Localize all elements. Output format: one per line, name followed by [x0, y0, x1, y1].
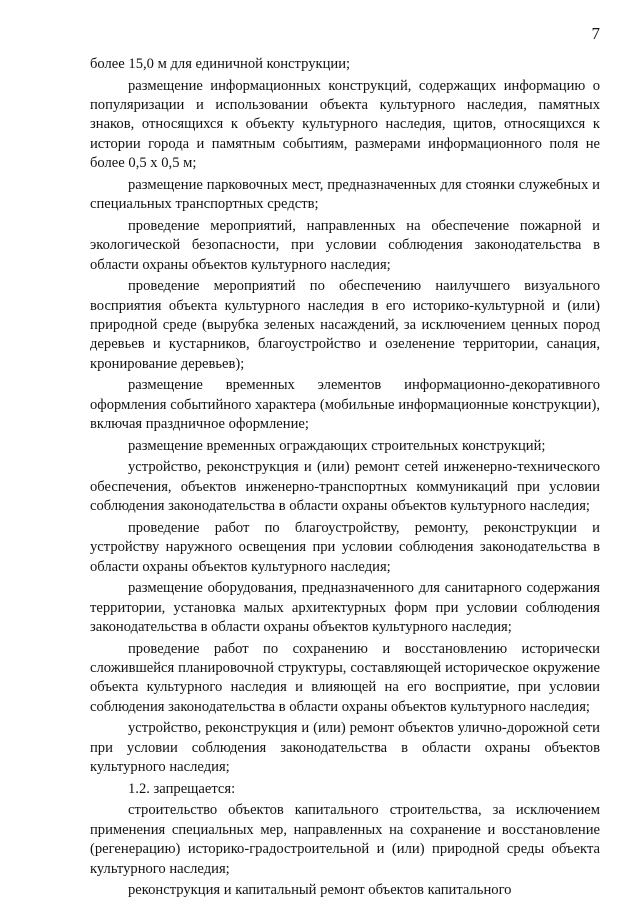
paragraph: размещение временных элементов информационно-декоративного оформления событийного характера (мобильные информационные конструкции), включая праздничное оформление;: [90, 377, 600, 433]
paragraph: размещение временных ограждающих строительных конструкций;: [128, 437, 546, 454]
paragraph: реконструкция и капитальный ремонт объектов капитального: [128, 882, 512, 899]
paragraph: проведение работ по благоустройству, ремонту, реконструкции и устройству наружного освещения при условии соблюдения законодательства в области охраны объектов культурного наследия;: [90, 519, 600, 575]
paragraph: проведение работ по сохранению и восстановлению исторически сложившейся планировочной структуры, составляющей историческое окружение объекта культурного наследия и влияющей на его восприятие, при условии соблюдения законодательства в области охраны объектов культурного наследия;: [90, 640, 600, 715]
paragraph: устройство, реконструкция и (или) ремонт сетей инженерно-технического обеспечения, объектов инженерно-транспортных коммуникаций при условии соблюдения законодательства в области охраны объектов культурного наследия;: [90, 459, 600, 515]
paragraph: проведение мероприятий по обеспечению наилучшего визуального восприятия объекта культурного наследия в его историко-культурной и (или) природной среде (вырубка зеленых насаждений, за исключением ценных пород деревьев и кустарников, благоустройство и озеленение территории, санация, кронирование деревьев);: [90, 278, 600, 372]
paragraph: размещение оборудования, предназначенного для санитарного содержания территории, установка малых архитектурных форм при условии соблюдения законодательства в области охраны объектов культурного наследия;: [90, 580, 600, 636]
paragraph: размещение информационных конструкций, содержащих информацию о популяризации и использовании объекта культурного наследия, памятных знаков, относящихся к объекту культурного наследия, щитов, относящихся к истории города и памятным событиям, размерами информационного поля не более 0,5 х 0,5 м;: [90, 77, 600, 172]
section-heading: 1.2. запрещается:: [128, 780, 236, 797]
paragraph: устройство, реконструкция и (или) ремонт объектов улично-дорожной сети при условии соблюдения законодательства в области охраны объектов культурного наследия;: [90, 720, 600, 776]
paragraph: размещение парковочных мест, предназначенных для стоянки служебных и специальных транспортных средств;: [90, 176, 600, 213]
paragraph: более 15,0 м для единичной конструкции;: [90, 56, 351, 72]
paragraph: проведение мероприятий, направленных на обеспечение пожарной и экологической безопасности, при условии соблюдения законодательства в области охраны объектов культурного наследия;: [90, 217, 600, 273]
paragraph: строительство объектов капитального строительства, за исключением применения специальных мер, направленных на сохранение и восстановление (регенерацию) историко-градостроительной и (или) природной среды объекта культурного наследия;: [90, 802, 600, 877]
page-number: 7: [591, 24, 600, 43]
document-body: [90, 55, 600, 903]
